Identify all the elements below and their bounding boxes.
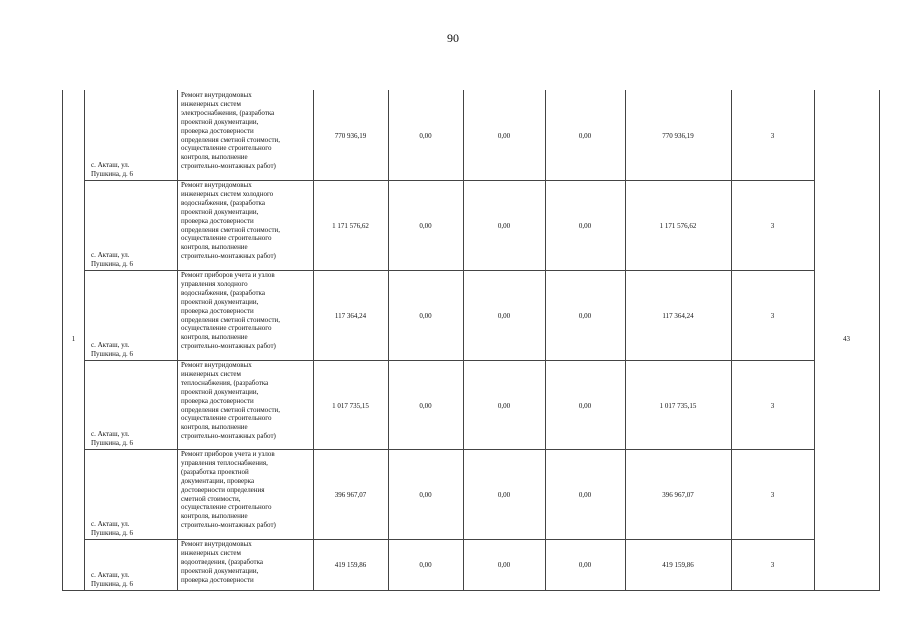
work-description-cell: Ремонт внутридомовых инженерных систем водоотведения, (разработка проектной документации, проверка достоверности [181, 540, 263, 584]
amount-cell-c5: 3 [770, 561, 775, 569]
amount-cell-c2: 0,00 [497, 222, 511, 230]
amount-cell-c4: 770 936,19 [662, 132, 694, 140]
column-divider [388, 90, 389, 590]
amount-cell-c4: 1 017 735,15 [659, 402, 697, 410]
amount-cell-c5: 3 [770, 491, 775, 499]
amount-cell-c2: 0,00 [497, 402, 511, 410]
amount-cell-c2: 0,00 [497, 491, 511, 499]
works-table [62, 90, 880, 591]
address-cell: с. Акташ, ул. Пушкина, д. 6 [91, 520, 134, 537]
amount-cell-c4: 419 159,86 [662, 561, 694, 569]
amount-cell-c1: 0,00 [419, 561, 432, 569]
amount-cell-total: 770 936,19 [334, 132, 367, 140]
page-number: 90 [447, 31, 459, 45]
amount-cell-c2: 0,00 [497, 312, 511, 320]
amount-cell-c5: 3 [770, 132, 775, 140]
amount-cell-c5: 3 [770, 402, 775, 410]
column-divider [463, 90, 464, 590]
amount-cell-c4: 396 967,07 [662, 491, 694, 499]
column-divider [545, 90, 546, 590]
work-description-cell: Ремонт приборов учета и узлов управления холодного водоснабжения, (разработка проектной документации, проверка достоверности определения сметной стоимости, осуществление строительного контроля, выполнение строительно-монтажных работ) [181, 271, 281, 351]
work-description-cell: Ремонт внутридомовых инженерных систем электроснабжения, (разработка проектной документации, проверка достоверности определения сметной стоимости, осуществление строительного контроля, выполнение строительно-монтажных работ) [181, 91, 281, 171]
amount-cell-c1: 0,00 [419, 312, 432, 320]
work-description-cell: Ремонт приборов учета и узлов управления теплоснабжения, (разработка проектной документации, проверка достоверности определения сметной стоимости, осуществление строительного контроля, выполнение строительно-монтажных работ) [181, 450, 276, 530]
work-description-cell: Ремонт внутридомовых инженерных систем теплоснабжения, (разработка проектной документации, проверка достоверности определения сметной стоимости, осуществление строительного контроля, выполнение строительно-монтажных работ) [181, 361, 281, 441]
column-divider [177, 90, 178, 590]
amount-cell-total: 396 967,07 [334, 491, 367, 499]
address-cell: с. Акташ, ул. Пушкина, д. 6 [91, 430, 134, 447]
address-cell: с. Акташ, ул. Пушкина, д. 6 [91, 161, 134, 178]
amount-cell-c2: 0,00 [497, 132, 511, 140]
amount-cell-total: 1 171 576,62 [332, 222, 369, 230]
row-group-index: 1 [71, 335, 76, 343]
amount-cell-c5: 3 [770, 222, 775, 230]
amount-cell-c3: 0,00 [578, 402, 592, 410]
amount-cell-c1: 0,00 [419, 222, 432, 230]
amount-cell-c1: 0,00 [419, 132, 432, 140]
amount-cell-c5: 3 [770, 312, 775, 320]
amount-cell-c3: 0,00 [578, 222, 592, 230]
amount-cell-c4: 117 364,24 [662, 312, 694, 320]
amount-cell-total: 1 017 735,15 [332, 402, 369, 410]
amount-cell-c2: 0,00 [497, 561, 511, 569]
amount-cell-c1: 0,00 [419, 402, 432, 410]
column-divider [625, 90, 626, 590]
row-group-value: 43 [843, 335, 850, 343]
address-cell: с. Акташ, ул. Пушкина, д. 6 [91, 571, 134, 588]
amount-cell-c3: 0,00 [578, 312, 592, 320]
amount-cell-total: 419 159,86 [334, 561, 367, 569]
amount-cell-c3: 0,00 [578, 132, 592, 140]
amount-cell-c1: 0,00 [419, 491, 432, 499]
column-divider [731, 90, 732, 590]
work-description-cell: Ремонт внутридомовых инженерных систем холодного водоснабжения, (разработка проектной документации, проверка достоверности определения сметной стоимости, осуществление строительного контроля, выполнение строительно-монтажных работ) [181, 181, 281, 261]
column-divider [84, 90, 85, 590]
amount-cell-c4: 1 171 576,62 [659, 222, 697, 230]
address-cell: с. Акташ, ул. Пушкина, д. 6 [91, 341, 134, 358]
amount-cell-c3: 0,00 [578, 561, 592, 569]
amount-cell-total: 117 364,24 [334, 312, 367, 320]
column-divider [313, 90, 314, 590]
address-cell: с. Акташ, ул. Пушкина, д. 6 [91, 251, 134, 268]
amount-cell-c3: 0,00 [578, 491, 592, 499]
